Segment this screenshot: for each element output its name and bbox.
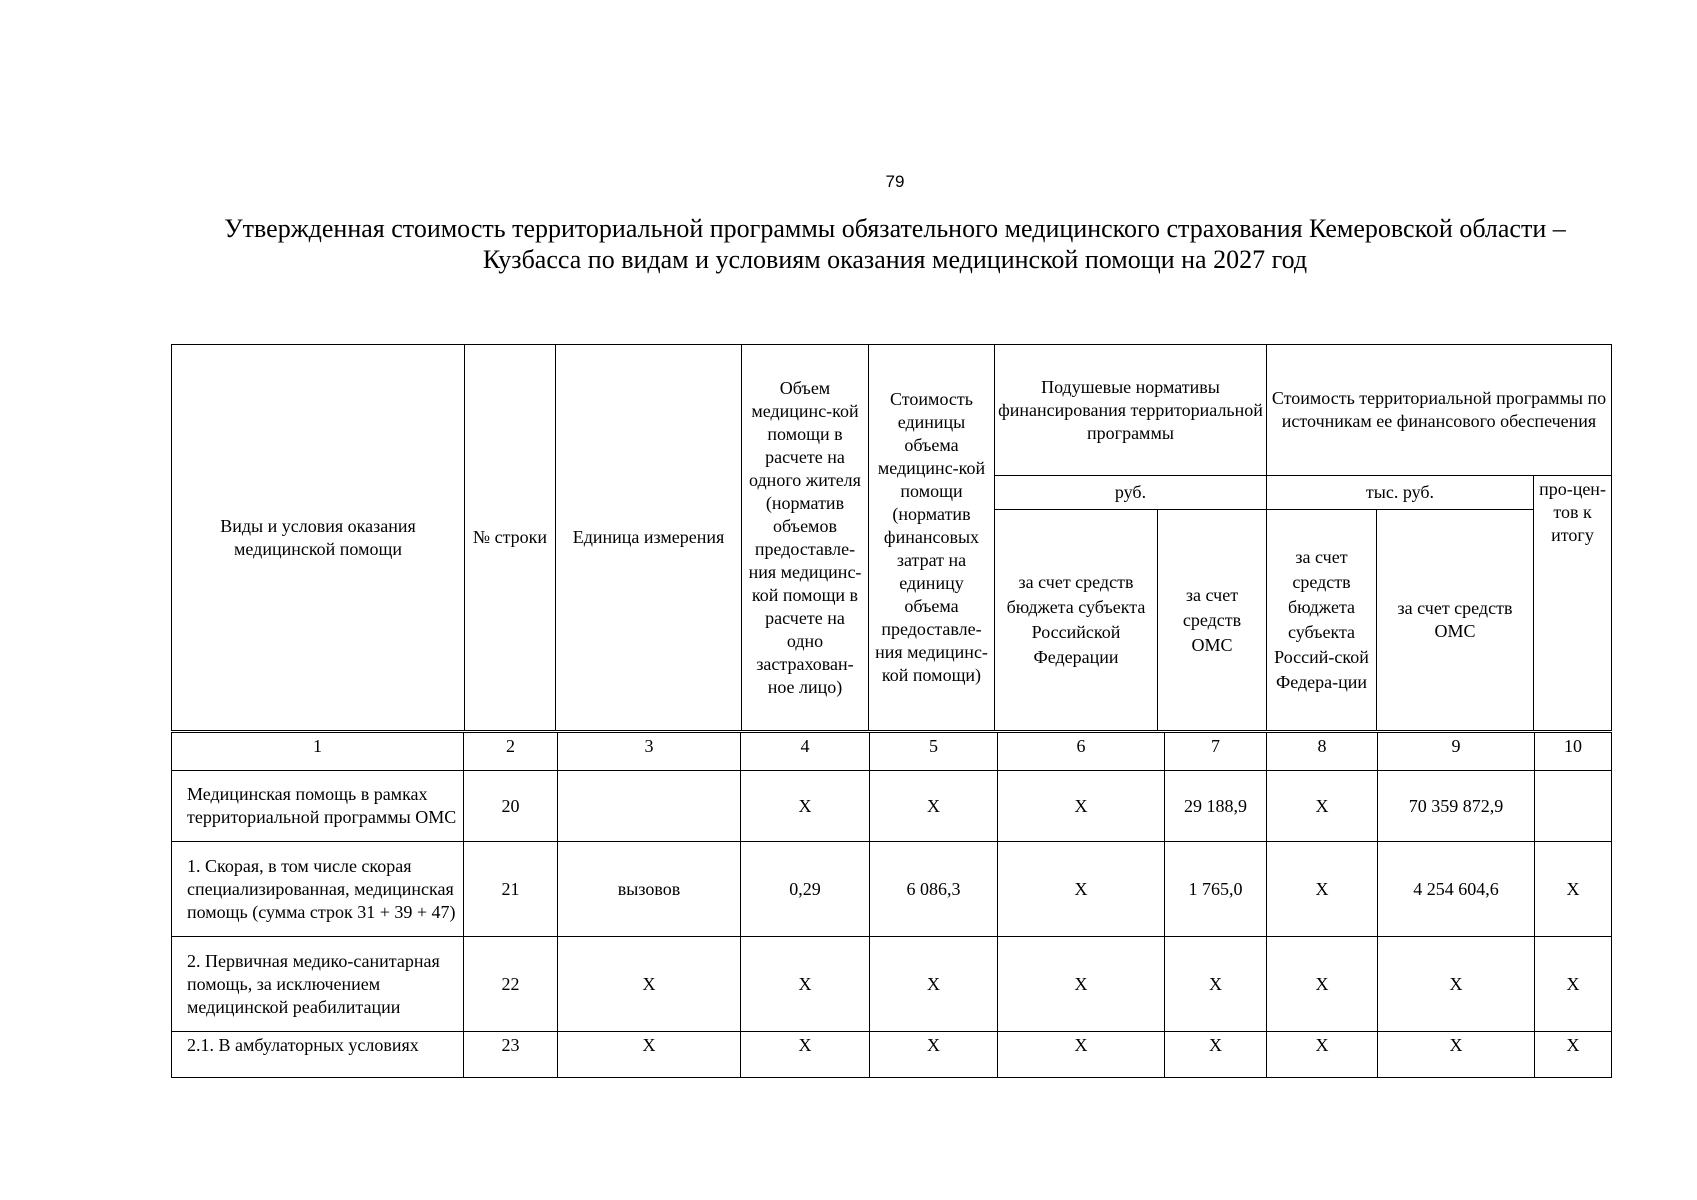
row-oms-norm: 29 188,9 — [1165, 771, 1267, 842]
row-unit-cost: X — [870, 771, 998, 842]
page-number: 79 — [885, 172, 905, 191]
column-number: 7 — [1165, 733, 1267, 771]
row-volume: X — [741, 771, 870, 842]
row-budget-cost: X — [1267, 1032, 1378, 1078]
row-unit: X — [558, 1032, 741, 1078]
row-unit-cost: X — [870, 937, 998, 1032]
row-unit-cost: X — [870, 1032, 998, 1078]
row-unit-cost: 6 086,3 — [870, 842, 998, 937]
row-line: 23 — [464, 1032, 558, 1078]
column-number: 4 — [741, 733, 870, 771]
row-oms-norm: X — [1165, 937, 1267, 1032]
header-line-number: № строки — [465, 345, 556, 731]
document-title: Утвержденная стоимость территориальной программы обязательного медицинского страхования Кемеровской области – Кузбасса по видам и условиям оказания медицинской помощи на 2027 год — [224, 214, 1566, 274]
header-program-cost: Стоимость территориальной программы по источникам ее финансового обеспечения — [1267, 345, 1612, 476]
row-volume: X — [741, 1032, 870, 1078]
row-oms-cost: 70 359 872,9 — [1378, 771, 1535, 842]
row-line: 21 — [464, 842, 558, 937]
column-number: 3 — [558, 733, 741, 771]
header-budget-cost: за счет средств бюджета субъекта Россий-ской Федера-ции — [1267, 510, 1377, 731]
header-per-capita-norms: Подушевые нормативы финансирования территориальной программы — [995, 345, 1267, 476]
column-number: 6 — [998, 733, 1165, 771]
header-volume: Объем медицинс-кой помощи в расчете на одного жителя (норматив объемов предоставле-ния медицинс-кой помощи в расчете на одно застрахован-ное лицо) — [742, 345, 869, 731]
row-name: Медицинская помощь в рамках территориальной программы ОМС — [172, 771, 464, 842]
header-oms-norm: за счет средств ОМС — [1158, 510, 1267, 731]
column-number-row — [172, 733, 1612, 771]
row-oms-norm: X — [1165, 1032, 1267, 1078]
row-volume: 0,29 — [741, 842, 870, 937]
row-percent — [1535, 771, 1612, 842]
header-unit-thousand-rub: тыс. руб. — [1267, 476, 1534, 510]
row-unit: X — [558, 937, 741, 1032]
row-percent: X — [1535, 937, 1612, 1032]
column-number: 10 — [1535, 733, 1612, 771]
table-row — [172, 771, 1612, 842]
row-line: 20 — [464, 771, 558, 842]
row-unit — [558, 771, 741, 842]
row-oms-cost: 4 254 604,6 — [1378, 842, 1535, 937]
header-kind-of-care: Виды и условия оказания медицинской помощи — [172, 345, 465, 731]
row-unit: вызовов — [558, 842, 741, 937]
row-budget-norm: X — [998, 1032, 1165, 1078]
table-row — [172, 1032, 1612, 1078]
row-budget-norm: X — [998, 842, 1165, 937]
header-unit: Единица измерения — [556, 345, 742, 731]
row-budget-norm: X — [998, 937, 1165, 1032]
row-budget-cost: X — [1267, 842, 1378, 937]
header-unit-cost: Стоимость единицы объема медицинс-кой помощи (норматив финансовых затрат на единицу объема предоставле-ния медицинс-кой помощи) — [869, 345, 995, 731]
column-number: 8 — [1267, 733, 1378, 771]
table-header — [171, 344, 1612, 731]
row-budget-cost: X — [1267, 937, 1378, 1032]
row-oms-cost: X — [1378, 1032, 1535, 1078]
row-percent: X — [1535, 842, 1612, 937]
column-number: 1 — [172, 733, 464, 771]
header-percent: про-цен-тов к итогу — [1534, 476, 1612, 731]
row-line: 22 — [464, 937, 558, 1032]
row-budget-cost: X — [1267, 771, 1378, 842]
row-percent: X — [1535, 1032, 1612, 1078]
row-name: 2.1. В амбулаторных условиях — [172, 1032, 464, 1078]
row-budget-norm: X — [998, 771, 1165, 842]
table-row — [172, 842, 1612, 937]
header-budget-norm: за счет средств бюджета субъекта Российской Федерации — [995, 510, 1158, 731]
table-row — [172, 937, 1612, 1032]
row-name: 1. Скорая, в том числе скорая специализированная, медицинская помощь (сумма строк 31 + 39 + 47) — [172, 842, 464, 937]
row-volume: X — [741, 937, 870, 1032]
row-oms-cost: X — [1378, 937, 1535, 1032]
row-name: 2. Первичная медико-санитарная помощь, за исключением медицинской реабилитации — [172, 937, 464, 1032]
header-oms-cost: за счет средств ОМС — [1377, 510, 1534, 731]
column-number: 2 — [464, 733, 558, 771]
data-table — [171, 732, 1612, 1078]
header-unit-rub: руб. — [995, 476, 1267, 510]
row-oms-norm: 1 765,0 — [1165, 842, 1267, 937]
column-number: 9 — [1378, 733, 1535, 771]
column-number: 5 — [870, 733, 998, 771]
